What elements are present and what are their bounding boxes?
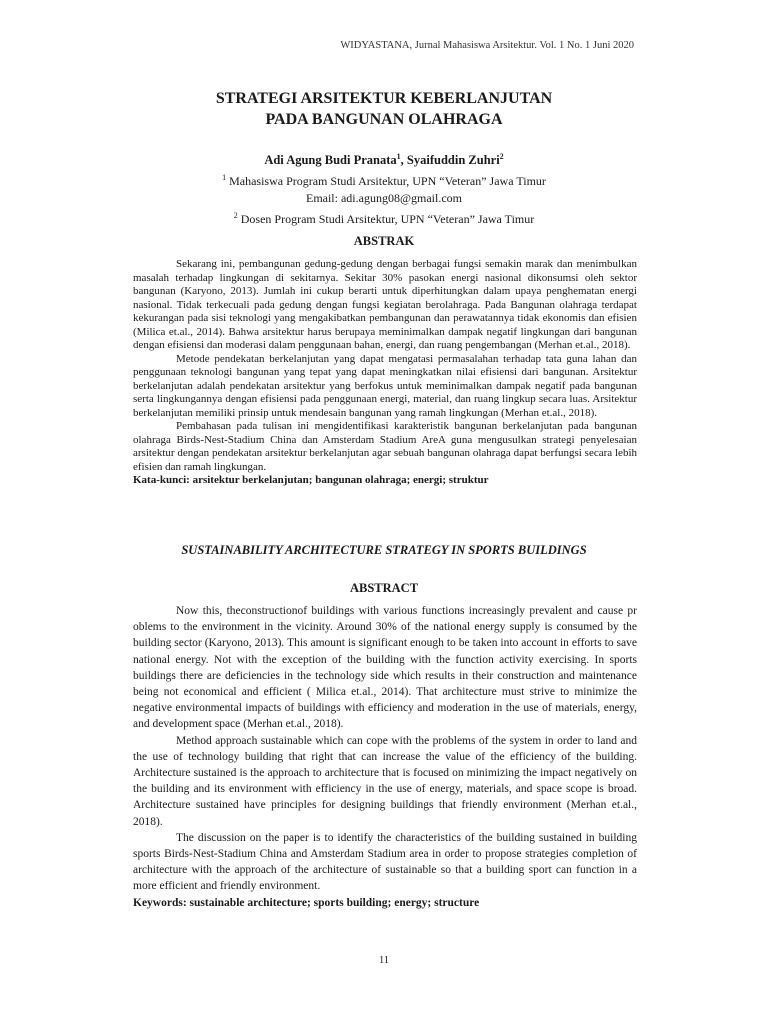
abstrak-body xyxy=(133,258,637,488)
abstrak-paragraph-3: Pembahasan pada tulisan ini mengidentifikasi karakteristik bangunan berkelanjutan pada bangunan olahraga Birds-Nest-Stadium China dan Amsterdam Stadium AreA guna mengusulkan strategi penyelesaian arsitektur dengan pendekatan arsitektur berkelanjutan agar sebuah bangunan olahraga dapat berfungsi secara lebih efisien dan ramah lingkungan. xyxy=(133,420,637,473)
author-1-sup: 1 xyxy=(396,152,401,161)
author-names xyxy=(0,148,768,169)
author-email: Email: adi.agung08@gmail.com xyxy=(305,191,463,206)
affiliation-2 xyxy=(0,207,768,228)
affiliation-1 xyxy=(0,169,768,190)
keywords: Keywords: sustainable architecture; sports building; energy; structure xyxy=(133,896,480,909)
affiliation-2-text: Dosen Program Studi Arsitektur, UPN “Veteran” Jawa Timur xyxy=(237,212,535,227)
abstract-body xyxy=(133,603,637,911)
paper-title xyxy=(0,88,768,130)
abstract-paragraph-1: Now this, theconstructionof buildings with various functions increasingly prevalent and cause pr oblems to the environment in the vicinity. Around 30% of the national energy supply is consumed by the building sector (Karyono, 2013). This amount is significant enough to be taken into account in efforts to save national energy. Not with the exception of the building with the function activity exercising. In sports buildings there are deficiencies in the technology side which results in their construction and maintenance being not economical and efficient ( Milica et.al., 2014). That architecture must strive to minimize the negative environmental impacts of buildings with efficiency and moderation in the use of materials, energy, and development space (Merhan et.al., 2018). xyxy=(133,605,637,731)
author-2-sup: 2 xyxy=(499,152,504,161)
title-line-1: STRATEGI ARSITEKTUR KEBERLANJUTAN xyxy=(215,90,553,107)
abstrak-paragraph-1: Sekarang ini, pembangunan gedung-gedung dengan berbagai fungsi semakin marak dan menimbulkan masalah terhadap lingkungan di sekitarnya. Sekitar 30% pasokan energi nasional dikonsumsi oleh sektor bangunan (Karyono, 2013). Jumlah ini cukup berarti untuk diperhitungkan dalam upaya penghematan energi nasional. Tidak terkecuali pada gedung dengan fungsi kegiatan berolahraga. Pada Bangunan olahraga terdapat kekurangan pada sisi teknologi yang mengakibatkan pembangunan dan perawatannya tidak ekonomis dan efisien (Milica et.al., 2014). Bahwa arsitektur harus berupaya meminimalkan dampak negatif lingkungan dari bangunan dengan efisiensi dan moderasi dalam penggunaan bahan, energi, dan ruang pengembangan (Merhan et.al., 2018). xyxy=(133,258,637,351)
author-1: Adi Agung Budi Pranata xyxy=(264,153,397,168)
affiliation-2-sup: 2 xyxy=(233,211,238,221)
abstrak-heading: ABSTRAK xyxy=(353,234,415,248)
title-line-2: PADA BANGUNAN OLAHRAGA xyxy=(265,111,503,128)
kata-kunci: Kata-kunci: arsitektur berkelanjutan; bangunan olahraga; energi; struktur xyxy=(133,474,489,486)
author-2: Syaifuddin Zuhri xyxy=(406,153,500,168)
abstract-paragraph-2: Method approach sustainable which can cope with the problems of the system in order to land and the use of technology building that right that can increase the value of the efficiency of the building. Architecture sustained is the approach to architecture that is focused on minimizing the impact negatively on the building and its environment with efficiency in the use of energy, materials, and space scope is broad. Architecture sustained have principles for designing buildings that friendly environment (Merhan et.al., 2018). xyxy=(133,734,637,828)
author-block xyxy=(0,148,768,228)
page-number: 11 xyxy=(378,955,390,966)
journal-header: WIDYASTANA, Jurnal Mahasiswa Arsitektur. Vol. 1 No. 1 Juni 2020 xyxy=(340,40,634,51)
author-separator: , xyxy=(400,153,407,168)
abstract-heading: ABSTRACT xyxy=(349,581,419,595)
affiliation-1-text: Mahasiswa Program Studi Arsitektur, UPN “Veteran” Jawa Timur xyxy=(226,174,546,189)
affiliation-1-sup: 1 xyxy=(222,173,227,183)
abstract-paragraph-3: The discussion on the paper is to identify the characteristics of the building sustained in building sports Birds-Nest-Stadium China and Amsterdam Stadium area in order to propose strategies completion of architecture with the approach of the architecture of sustainable so that a building sport can function in a more efficient and friendly environment. xyxy=(133,831,637,893)
english-title: SUSTAINABILITY ARCHITECTURE STRATEGY IN SPORTS BUILDINGS xyxy=(181,543,587,557)
abstrak-paragraph-2: Metode pendekatan berkelanjutan yang dapat mengatasi permasalahan terhadap tata guna lahan dan penggunaan teknologi bangunan yang tepat yang dapat meningkatkan nilai efisiensi dari bangunan. Arsitektur berkelanjutan adalah pendekatan arsitektur yang berfokus untuk meminimalkan dampak negatif pada bangunan serta lingkungannya dengan efisiensi pada penggunaan energi, material, dan ruang lingkup secara luas. Arsitektur berkelanjutan memiliki prinsip untuk mendesain bangunan yang ramah lingkungan (Merhan et.al., 2018). xyxy=(133,352,637,419)
